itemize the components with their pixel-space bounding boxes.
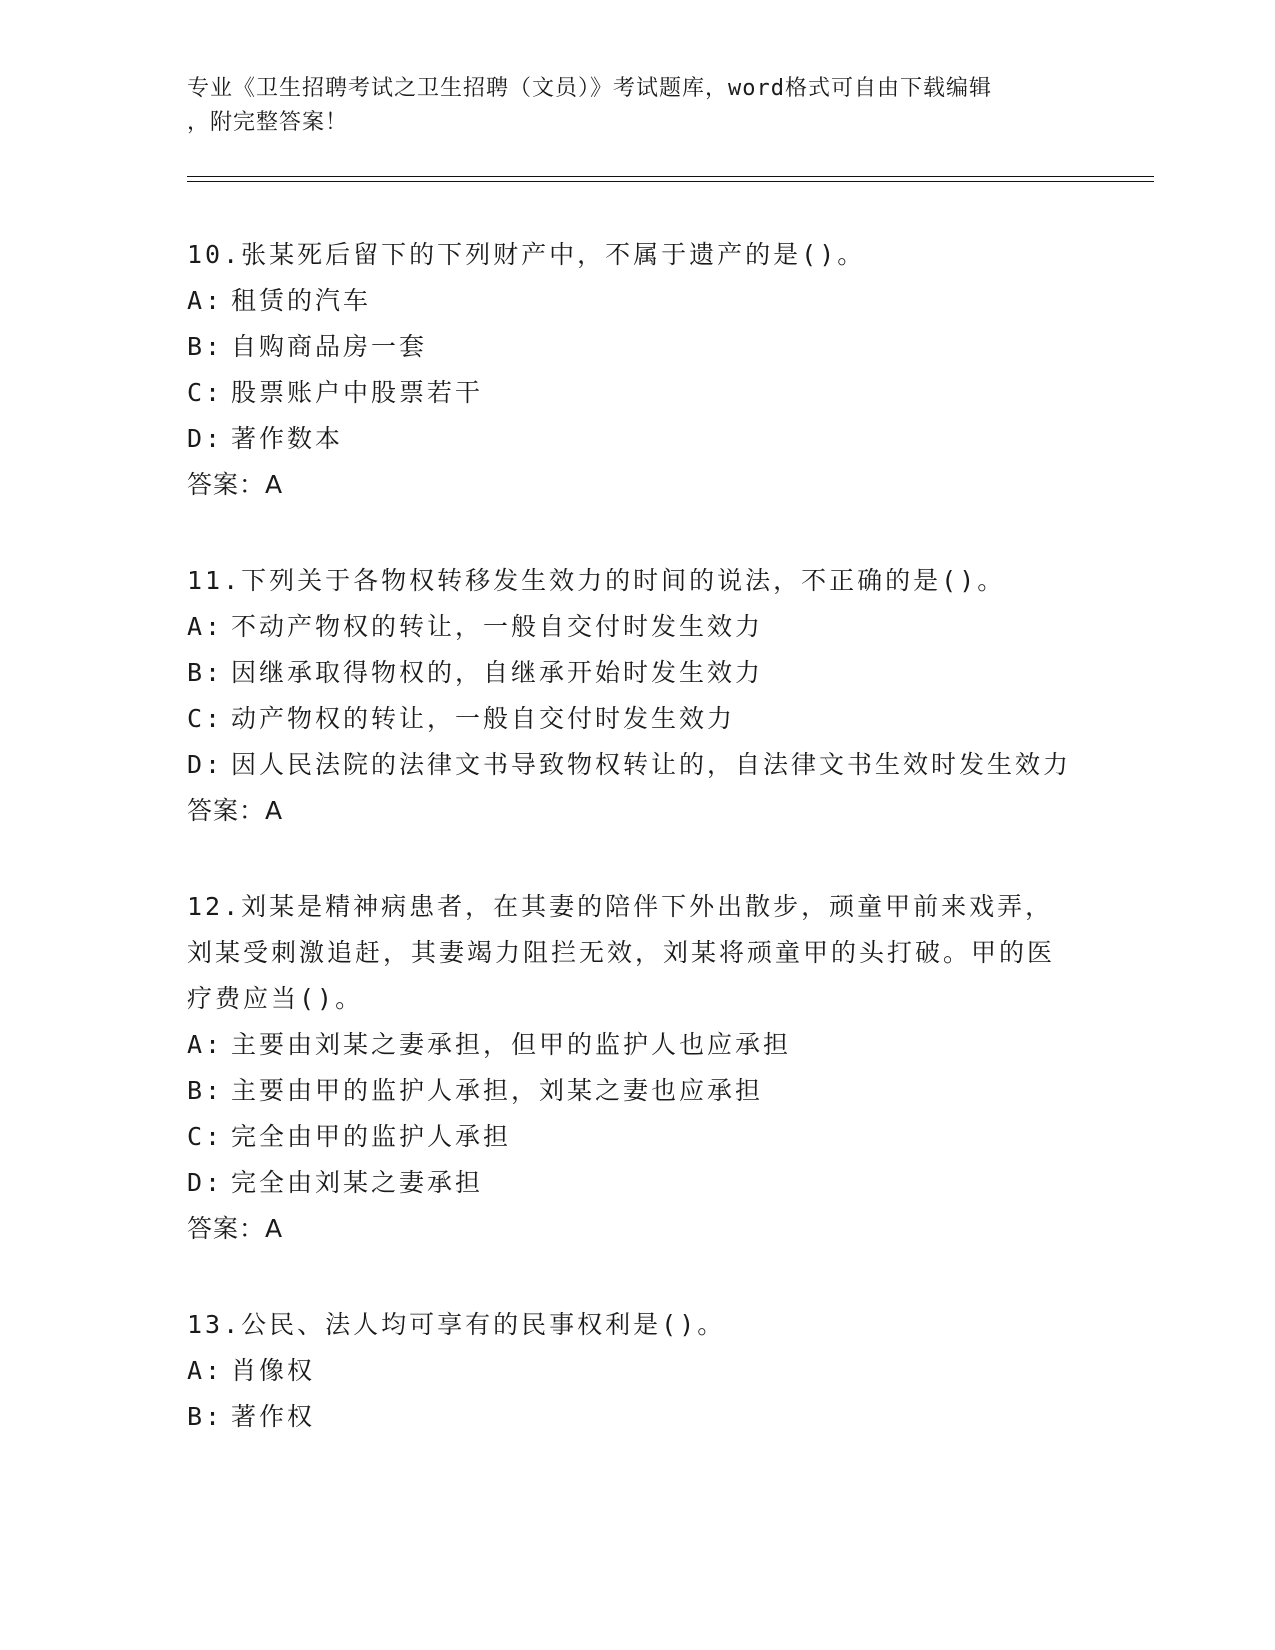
option-text: 不动产物权的转让，一般自交付时发生效力 [231,612,764,641]
option-text: 主要由甲的监护人承担，刘某之妻也应承担 [231,1076,764,1105]
header-line-1: 专业《卫生招聘考试之卫生招聘（文员）》考试题库，word格式可自由下载编辑 [187,76,992,101]
question-stem: 11.下列关于各物权转移发生效力的时间的说法，不正确的是()。 [187,566,1006,595]
option-letter: A: [187,612,224,641]
option-c [187,696,1077,742]
option-letter: B: [187,332,224,361]
question-11 [187,558,1077,834]
option-a [187,604,1077,650]
option-text: 完全由刘某之妻承担 [231,1168,484,1197]
option-letter: D: [187,424,224,453]
option-b [187,1394,1077,1440]
option-letter: A: [187,1356,224,1385]
option-letter: C: [187,704,224,733]
option-letter: D: [187,1168,224,1197]
option-b [187,1068,1077,1114]
option-text: 自购商品房一套 [231,332,428,361]
option-letter: A: [187,1030,224,1059]
option-a [187,278,1077,324]
option-d [187,742,1077,788]
option-letter: C: [187,378,224,407]
option-letter: B: [187,658,224,687]
answer-line: 答案：A [187,1214,284,1243]
option-text: 著作数本 [231,424,344,453]
option-c [187,370,1077,416]
option-text: 肖像权 [231,1356,316,1385]
option-d [187,416,1077,462]
option-letter: C: [187,1122,224,1151]
option-d [187,1160,1077,1206]
option-letter: A: [187,286,224,315]
header-line-2: ，附完整答案！ [187,110,349,135]
option-letter: D: [187,750,224,779]
answer-line: 答案：A [187,796,284,825]
option-text: 动产物权的转让，一般自交付时发生效力 [231,704,736,733]
question-12 [187,884,1077,1252]
answer-line: 答案：A [187,470,284,499]
option-c [187,1114,1077,1160]
question-10 [187,232,1077,508]
option-text: 租赁的汽车 [231,286,372,315]
option-text: 因继承取得物权的，自继承开始时发生效力 [231,658,764,687]
header-divider-bottom [187,181,1154,182]
option-text: 完全由甲的监护人承担 [231,1122,512,1151]
question-list [187,232,1077,1490]
document-header [187,72,1077,140]
option-b [187,650,1077,696]
option-b [187,324,1077,370]
option-letter: B: [187,1076,224,1105]
option-letter: B: [187,1402,224,1431]
header-divider-top [187,176,1154,177]
option-text: 著作权 [231,1402,316,1431]
option-a [187,1022,1077,1068]
option-text: 因人民法院的法律文书导致物权转让的，自法律文书生效时发生效力 [231,750,1072,779]
question-stem: 10.张某死后留下的下列财产中，不属于遗产的是()。 [187,240,866,269]
question-13 [187,1302,1077,1440]
option-text: 主要由刘某之妻承担，但甲的监护人也应承担 [231,1030,792,1059]
option-text: 股票账户中股票若干 [231,378,484,407]
option-a [187,1348,1077,1394]
question-stem: 12.刘某是精神病患者，在其妻的陪伴下外出散步，顽童甲前来戏弄，刘某受刺激追赶，其妻竭力阻拦无效，刘某将顽童甲的头打破。甲的医疗费应当()。 [187,892,1056,1013]
question-stem: 13.公民、法人均可享有的民事权利是()。 [187,1310,726,1339]
